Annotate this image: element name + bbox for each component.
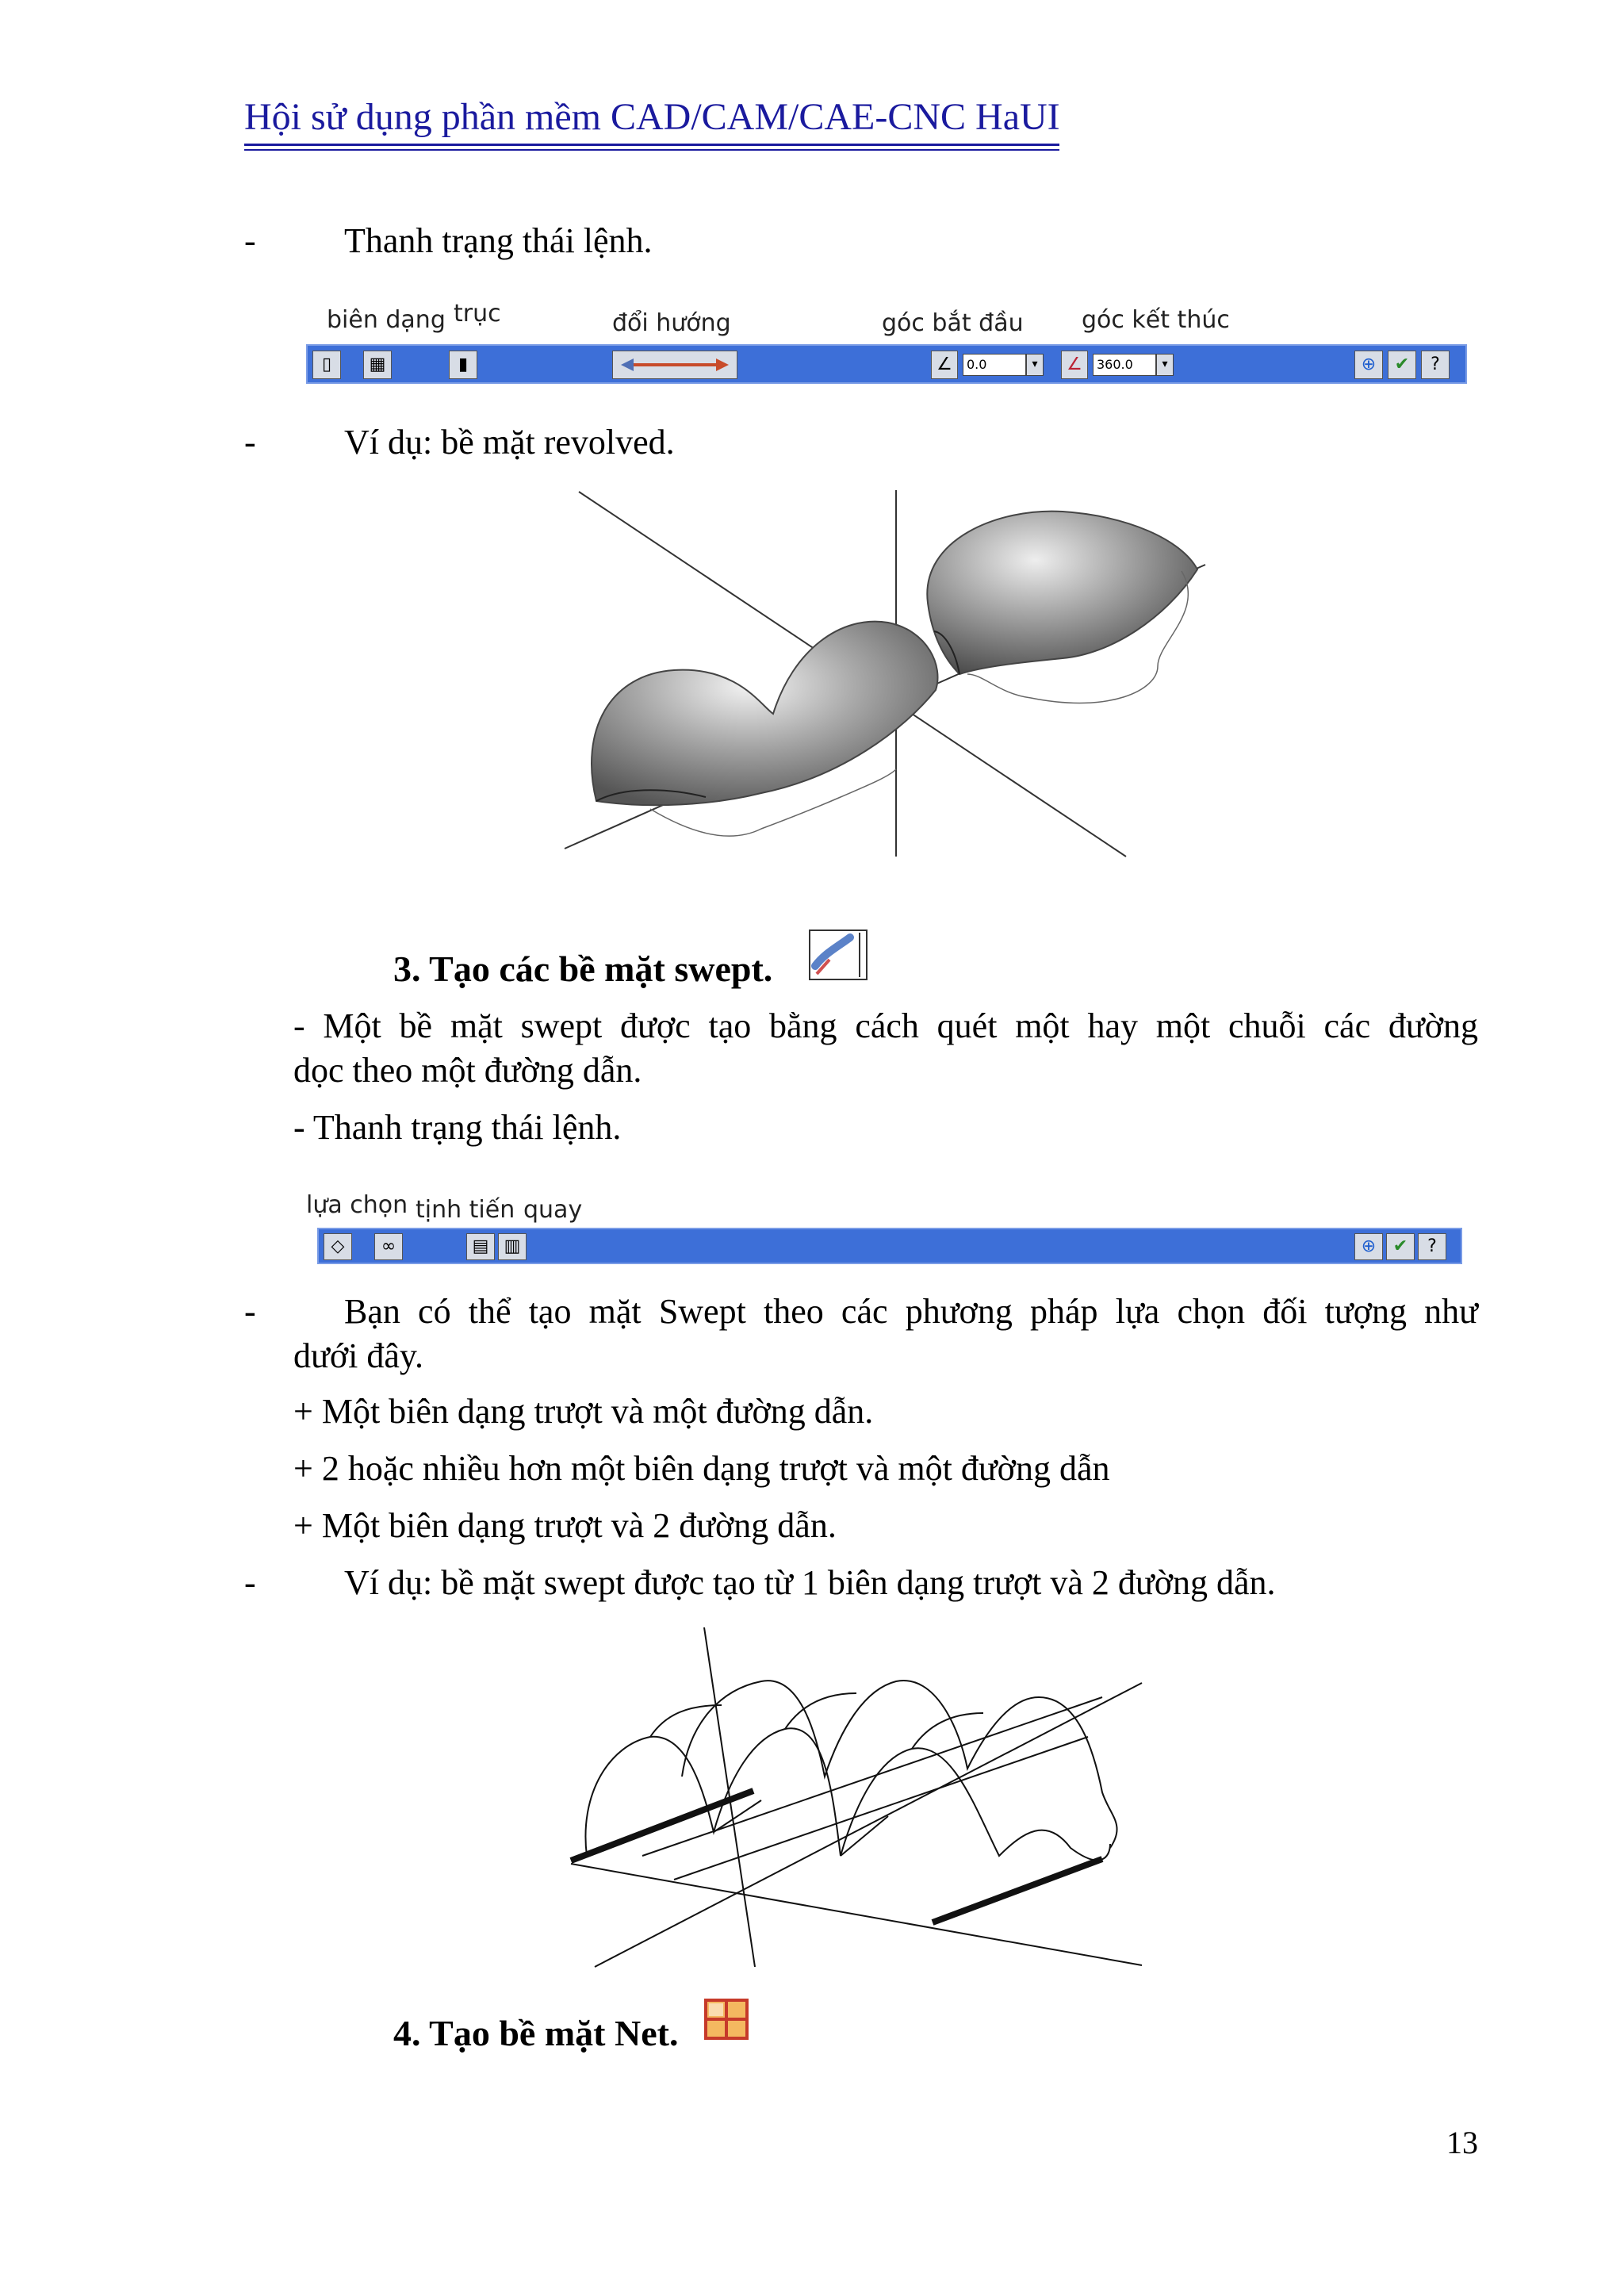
bullet-dash: - [244, 1292, 256, 1331]
toolbar-label-translate: tịnh tiến [416, 1196, 515, 1224]
ok-button[interactable] [1388, 351, 1416, 379]
toolbar-label-profile: biên dạng [327, 306, 446, 334]
select-button[interactable] [324, 1233, 352, 1260]
chain-button[interactable] [374, 1233, 403, 1260]
bullet-text: Ví dụ: bề mặt revolved. [344, 423, 675, 462]
list-item: + Một biên dạng trượt và một đường dẫn. [293, 1392, 874, 1431]
chevron-down-icon[interactable]: ▾ [1156, 354, 1174, 376]
check-icon: ✔ [1392, 1236, 1408, 1256]
header-rule-secondary [244, 149, 1059, 151]
swept-surface-icon [809, 930, 868, 980]
paragraph-line: dọc theo một đường dẫn. [293, 1051, 642, 1090]
toolbar-label-start-angle: góc bắt đầu [882, 309, 1024, 337]
end-angle-field[interactable]: 360.0 [1093, 354, 1156, 376]
paragraph-line: - Một bề mặt swept được tạo bằng cách quét một hay một chuỗi các đường [293, 1006, 1478, 1045]
start-angle-field[interactable]: 0.0 [963, 354, 1026, 376]
bullet-text: Bạn có thể tạo mặt Swept theo các phương pháp lựa chọn đối tượng như [344, 1292, 1478, 1331]
chain-icon: ∞ [381, 1236, 396, 1256]
axis-icon: ▮ [458, 355, 469, 374]
translate-button[interactable] [466, 1233, 495, 1260]
swept-wireframe-figure [555, 1618, 1158, 1983]
bullet-dash: - [244, 423, 256, 462]
toolbar-label-axis: trục [454, 300, 501, 328]
toolbar-label-end-angle: góc kết thúc [1082, 306, 1230, 334]
header-rule [244, 144, 1059, 146]
help-button[interactable] [1418, 1233, 1446, 1260]
help-button[interactable] [1421, 351, 1450, 379]
end-angle-button[interactable] [1061, 351, 1088, 379]
toolbar-label-select: lựa chọn [306, 1191, 408, 1219]
help-icon: ? [1427, 1236, 1437, 1256]
axis-button[interactable] [449, 351, 477, 379]
ok-button[interactable] [1386, 1233, 1415, 1260]
apply-button[interactable] [1354, 351, 1383, 379]
check-icon: ✔ [1394, 355, 1410, 374]
chevron-down-icon[interactable]: ▾ [1026, 354, 1044, 376]
page-header-title: Hội sử dụng phần mềm CAD/CAM/CAE-CNC HaUI [244, 96, 1060, 138]
select-icon: ◇ [331, 1236, 345, 1256]
bullet-dash: - [244, 1563, 256, 1602]
start-angle-button[interactable] [931, 351, 958, 379]
section-heading: 3. Tạo các bề mặt swept. [393, 949, 773, 989]
rotate-icon: ▥ [504, 1236, 521, 1256]
angle-icon: ∠ [936, 355, 952, 374]
translate-icon: ▤ [472, 1236, 489, 1256]
apply-button[interactable] [1354, 1233, 1383, 1260]
bullet-text: dưới đây. [293, 1336, 424, 1375]
section-heading: 4. Tạo bề mặt Net. [393, 2013, 679, 2053]
angle-icon: ∠ [1067, 355, 1082, 374]
profile-icon: ▯ [321, 355, 332, 374]
toolbar-label-reverse: đổi hướng [612, 309, 731, 337]
net-surface-icon [704, 1999, 749, 2040]
profile-options-button[interactable] [363, 351, 392, 379]
revolve-status-bar [306, 344, 1467, 384]
rotate-button[interactable] [498, 1233, 527, 1260]
plus-icon: ⊕ [1361, 1236, 1377, 1256]
help-icon: ? [1431, 355, 1440, 374]
double-arrow-icon [613, 351, 737, 378]
reverse-direction-button[interactable] [612, 351, 737, 379]
swept-status-bar [317, 1228, 1462, 1264]
plus-icon: ⊕ [1361, 355, 1377, 374]
profile-button[interactable] [312, 351, 341, 379]
toolbar-label-rotate: quay [523, 1196, 583, 1224]
list-item: + 2 hoặc nhiều hơn một biên dạng trượt và một đường dẫn [293, 1449, 1110, 1488]
paragraph-text: - Thanh trạng thái lệnh. [293, 1108, 622, 1147]
grid-icon: ▦ [369, 355, 386, 374]
bullet-text: Ví dụ: bề mặt swept được tạo từ 1 biên dạng trượt và 2 đường dẫn. [344, 1563, 1276, 1602]
revolved-surface-figure [555, 476, 1221, 872]
bullet-text: Thanh trạng thái lệnh. [344, 221, 653, 260]
list-item: + Một biên dạng trượt và 2 đường dẫn. [293, 1506, 837, 1545]
bullet-dash: - [244, 221, 256, 260]
page-number: 13 [1446, 2125, 1478, 2160]
